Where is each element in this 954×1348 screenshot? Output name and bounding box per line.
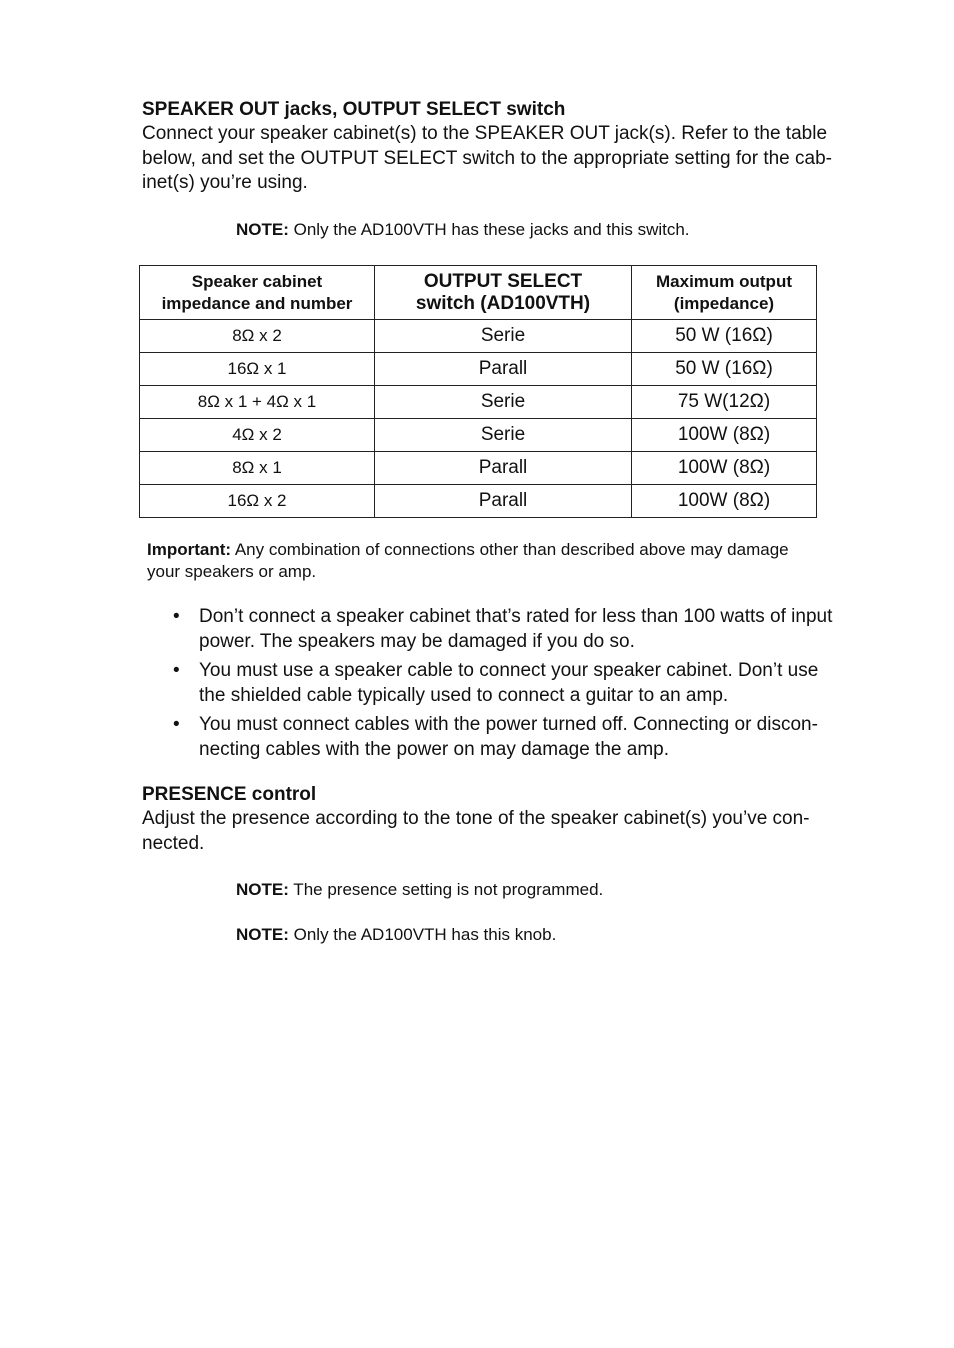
header-line: OUTPUT SELECT — [423, 270, 583, 292]
note-text: Only the AD100VTH has this knob. — [288, 925, 557, 944]
cell-impedance: 8Ω x 1 — [140, 452, 375, 485]
note-text: The presence setting is not programmed. — [288, 880, 604, 899]
cell-impedance: 4Ω x 2 — [140, 419, 375, 452]
bullet-line: You must connect cables with the power turned off. Connecting or discon- — [199, 714, 818, 735]
list-item — [143, 659, 903, 708]
body-line: Adjust the presence according to the tone of the speaker cabinet(s) you’ve con- — [142, 808, 810, 829]
cell-switch: Parall — [375, 452, 632, 485]
cell-output: 100W (8Ω) — [632, 485, 817, 518]
bullet-line: You must use a speaker cable to connect your speaker cabinet. Don’t use — [199, 660, 819, 681]
list-item — [143, 713, 903, 762]
bullet-list — [143, 605, 903, 762]
header-line: Maximum output — [656, 271, 792, 291]
cell-switch: Serie — [375, 320, 632, 353]
note-jacks-switch — [236, 220, 690, 240]
cell-switch: Serie — [375, 419, 632, 452]
header-line: impedance and number — [161, 293, 353, 313]
table-row — [140, 419, 817, 452]
body-line: Connect your speaker cabinet(s) to the SPEAKER OUT jack(s). Refer to the table — [142, 123, 828, 144]
bullet-line: Don’t connect a speaker cabinet that’s rated for less than 100 watts of input — [199, 606, 833, 627]
header-speaker-cabinet — [140, 266, 375, 320]
cell-switch: Parall — [375, 353, 632, 386]
bullet-icon: • — [173, 606, 180, 627]
bullet-list-container — [143, 605, 903, 767]
note-presence-knob — [236, 925, 556, 945]
cell-switch: Parall — [375, 485, 632, 518]
bullet-icon: • — [173, 714, 180, 735]
table-row — [140, 485, 817, 518]
bullet-line: the shielded cable typically used to connect a guitar to an amp. — [199, 684, 729, 706]
list-item — [143, 605, 903, 654]
table-row — [140, 386, 817, 419]
cell-impedance: 8Ω x 2 — [140, 320, 375, 353]
presence-body-text — [142, 807, 810, 856]
bullet-line: necting cables with the power on may damage the amp. — [199, 738, 669, 760]
important-line — [147, 539, 789, 561]
table-row — [140, 353, 817, 386]
important-label: Important: — [147, 540, 232, 559]
cell-impedance: 16Ω x 1 — [140, 353, 375, 386]
cell-switch: Serie — [375, 386, 632, 419]
header-line: switch (AD100VTH) — [415, 292, 591, 314]
cell-output: 100W (8Ω) — [632, 419, 817, 452]
table-header-row — [140, 266, 817, 320]
section-heading-presence: PRESENCE control — [142, 784, 317, 805]
section-heading-speaker-out: SPEAKER OUT jacks, OUTPUT SELECT switch — [142, 99, 566, 120]
table-row — [140, 320, 817, 353]
cell-output: 75 W(12Ω) — [632, 386, 817, 419]
important-warning — [147, 539, 789, 583]
speaker-impedance-table — [139, 265, 817, 518]
note-presence-not-programmed — [236, 880, 603, 900]
bullet-icon: • — [173, 660, 180, 681]
speaker-body-text — [142, 122, 832, 196]
header-output-select — [375, 266, 632, 320]
cell-impedance: 16Ω x 2 — [140, 485, 375, 518]
note-label: NOTE: — [236, 220, 289, 239]
note-text: Only the AD100VTH has these jacks and this switch. — [288, 220, 690, 239]
header-maximum-output — [632, 266, 817, 320]
note-label: NOTE: — [236, 925, 289, 944]
cell-output: 100W (8Ω) — [632, 452, 817, 485]
header-line: (impedance) — [673, 293, 775, 313]
header-line: Speaker cabinet — [191, 271, 323, 291]
body-line: nected. — [142, 832, 205, 854]
table-row — [140, 452, 817, 485]
important-text: Any combination of connections other than described above may damage — [231, 540, 789, 559]
note-label: NOTE: — [236, 880, 289, 899]
cell-impedance: 8Ω x 1 + 4Ω x 1 — [140, 386, 375, 419]
important-line: your speakers or amp. — [147, 562, 317, 581]
body-line: inet(s) you’re using. — [142, 172, 308, 193]
cell-output: 50 W (16Ω) — [632, 353, 817, 386]
cell-output: 50 W (16Ω) — [632, 320, 817, 353]
bullet-line: power. The speakers may be damaged if you do so. — [199, 630, 635, 652]
body-line: below, and set the OUTPUT SELECT switch to the appropriate setting for the cab- — [142, 147, 832, 169]
